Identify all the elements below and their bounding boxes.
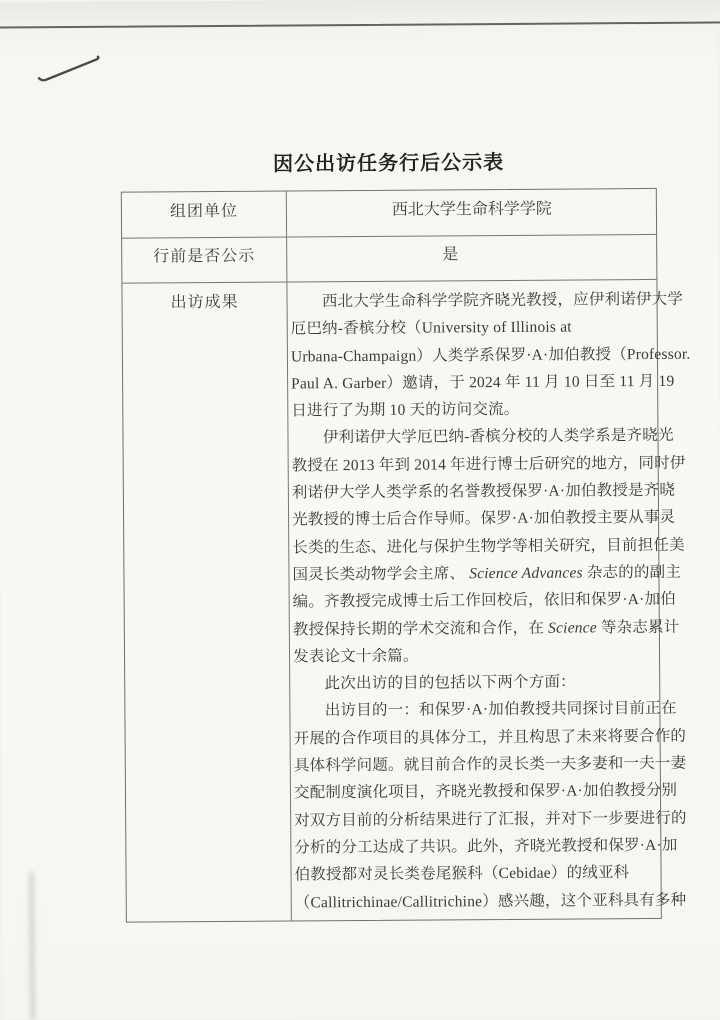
row-label-organizing-unit: 组团单位 — [169, 202, 238, 221]
page-edge-shadow — [27, 872, 38, 1019]
report-line: （Callitrichinae/Callitrichine）感兴趣，这个亚科具有多种 — [294, 891, 687, 911]
report-line: 长类的生态、进化与保护生物学等相关研究，目前担任美 — [292, 536, 685, 557]
report-line: 分析的分工达成了共识。此外，齐晓光教授和保罗·A·加 — [294, 836, 678, 857]
row-value-organizing-unit: 西北大学生命科学学院 — [391, 200, 552, 219]
row-label-pretrip-publicity: 行前是否公示 — [153, 247, 256, 266]
report-line: 发表论文十余篇。 — [292, 647, 419, 666]
visit-results-text — [290, 286, 691, 916]
report-line: 编。齐教授完成博士后工作回校后，依旧和保罗·A·加伯 — [292, 591, 676, 611]
report-line: Paul A. Garber）邀请，于 2024 年 11 月 10 日至 11 月 19 — [291, 372, 675, 393]
report-line: 出访目的一：和保罗·A·加伯教授共同探讨目前正在 — [293, 700, 677, 720]
row-value-pretrip-publicity: 是 — [442, 246, 459, 264]
report-line: 具体科学问题。就目前合作的灵长类一夫多妻和一夫一妻 — [293, 754, 687, 775]
page-title: 因公出访任务行后公示表 — [273, 151, 505, 176]
report-line: 光教授的博士后合作导师。保罗·A·加伯教授主要从事灵 — [292, 509, 676, 529]
report-line: 伯教授都对灵长类卷尾猴科（Cebidae）的绒亚科 — [294, 864, 630, 884]
table-row-divider — [122, 234, 656, 239]
report-line: 利诺伊大学人类学系的名誉教授保罗·A·加伯教授是齐晓 — [291, 481, 676, 502]
report-line: 厄巴纳-香槟分校（University of Illinois at — [290, 318, 572, 338]
report-line: 伊利诺伊大学厄巴纳-香槟分校的人类学系是齐晓光 — [291, 427, 674, 447]
report-line: 日进行了为期 10 天的访问交流。 — [291, 401, 520, 420]
report-line: 教授在 2013 年到 2014 年进行博士后研究的地方，同时伊 — [291, 454, 686, 475]
report-line: 国灵长类动物学会主席、 Science Advances 杂志的的副主 — [292, 563, 682, 584]
report-line: 开展的合作项目的具体分工，并且构思了未来将要合作的 — [293, 727, 687, 748]
publicity-table — [121, 188, 691, 923]
row-label-visit-results: 出访成果 — [170, 293, 239, 312]
report-line: 交配制度演化项目，齐晓光教授和保罗·A·加伯教授分别 — [293, 782, 678, 802]
report-line: 此次出访的目的包括以下两个方面： — [293, 673, 576, 693]
pen-checkmark-icon — [35, 49, 111, 86]
report-line: 教授保持长期的学术交流和合作，在 Science 等杂志累计 — [292, 618, 680, 639]
report-line: 西北大学生命科学学院齐晓光教授，应伊利诺伊大学 — [290, 290, 684, 311]
table-row-divider — [122, 279, 656, 284]
report-line: 对双方目前的分析结果进行了汇报，并对下一步要进行的 — [294, 809, 687, 830]
report-line: Urbana-Champaign）人类学系保罗·A·加伯教授（Professor. — [290, 345, 691, 366]
